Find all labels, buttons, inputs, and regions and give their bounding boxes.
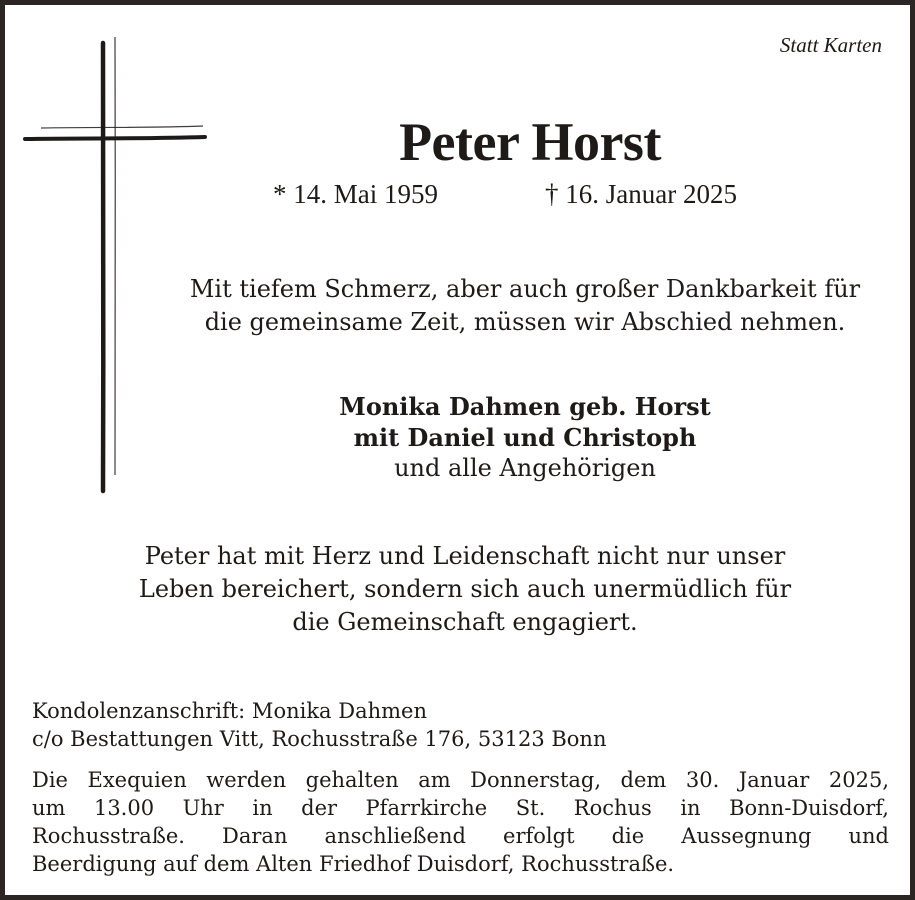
condolence-address: [32, 697, 889, 753]
service-line: Beerdigung auf dem Alten Friedhof Duisdorf, Rochusstraße.: [32, 852, 675, 876]
statt-karten-note: Statt Karten: [779, 33, 882, 57]
service-line: um 13.00 Uhr in der Pfarrkirche St. Rochus in Bonn-Duisdorf,: [32, 796, 889, 820]
service-line: Rochusstraße. Daran anschließend erfolgt die Aussegnung und: [32, 824, 889, 848]
message-line: die gemeinsame Zeit, müssen wir Abschied nehmen.: [204, 308, 846, 336]
tribute-text: [25, 540, 905, 639]
funeral-service-info: [32, 766, 889, 878]
death-date: † 16. Januar 2025: [545, 179, 737, 209]
service-line: Die Exequien werden gehalten am Donnerstag, dem 30. Januar 2025,: [32, 768, 889, 792]
condolence-line: Kondolenzanschrift: Monika Dahmen: [32, 699, 427, 723]
message-line: Mit tiefem Schmerz, aber auch großer Dankbarkeit für: [189, 275, 861, 303]
deceased-name: Peter Horst: [399, 112, 661, 172]
family-line-spouse: Monika Dahmen geb. Horst: [339, 392, 711, 421]
birth-date: * 14. Mai 1959: [273, 179, 438, 209]
family-signature: [135, 391, 915, 484]
tribute-line: Peter hat mit Herz und Leidenschaft nicht nur unser: [144, 542, 786, 570]
family-line-relatives: und alle Angehörigen: [394, 454, 656, 482]
tribute-line: Leben bereichert, sondern sich auch unermüdlich für: [138, 575, 792, 603]
condolence-line: c/o Bestattungen Vitt, Rochusstraße 176, 53123 Bonn: [32, 727, 607, 751]
tribute-line: die Gemeinschaft engagiert.: [292, 608, 638, 636]
mourning-message: [135, 273, 915, 339]
family-line-children: mit Daniel und Christoph: [353, 423, 697, 452]
